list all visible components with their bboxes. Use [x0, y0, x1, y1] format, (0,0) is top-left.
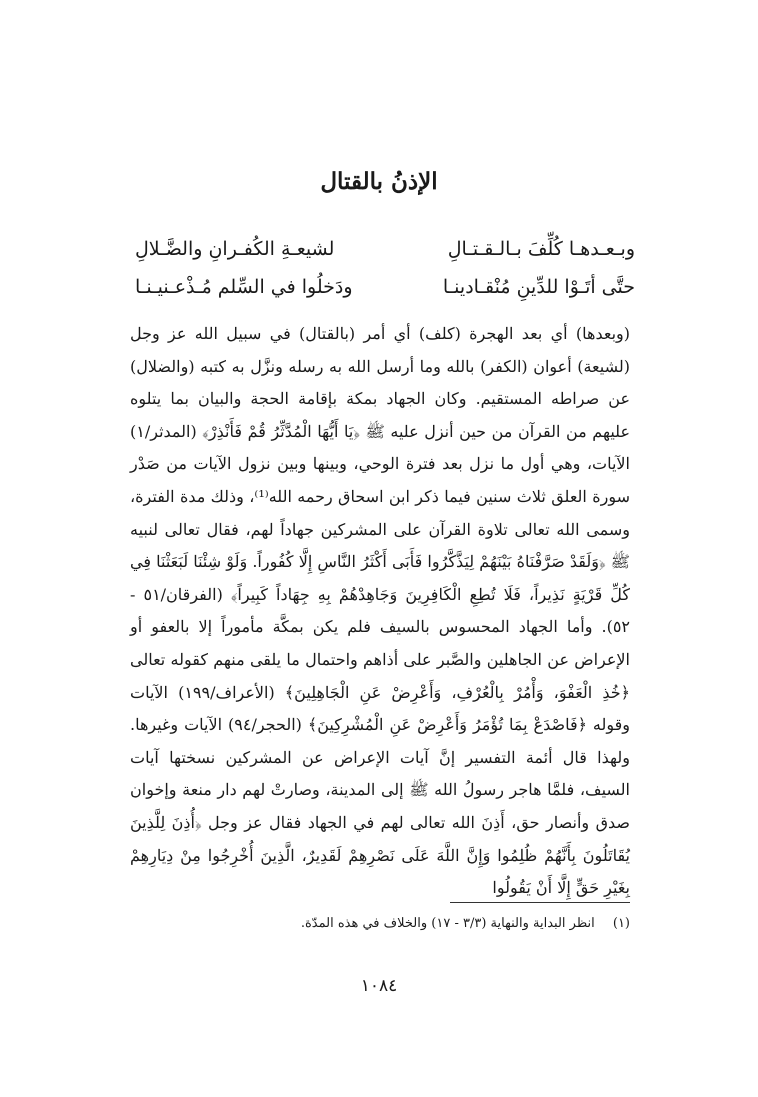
- verse-1-first-half: وبـعـدهـا كُلِّفَ بـالـقـتـالِ: [447, 238, 635, 260]
- verse-2-second-half: ودَخلُوا في السِّلم مُـذْعـنيـنـا: [135, 276, 353, 298]
- footnote-text: انظر البداية والنهاية (٣/٣ - ١٧) والخلاف في هذه المدّة.: [300, 916, 595, 931]
- footnote: [130, 916, 630, 931]
- commentary-paragraph: (وبعدها) أي بعد الهجرة (كلف) أي أمر (بالقتال) في سبيل الله عز وجل (لشيعة) أعوان (الكفر) بالله وما أرسل الله به رسله ونزَّل به كتبه (والضلال) عن صراطه المستقيم. وكان الجهاد بمكة بإقامة الحجة والبيان بما يتلوه عليهم من القرآن من حين أنزل عليه ﷺ ﴿يَا أَيُّهَا الْمُدَّثِّرُ قُمْ فَأَنْذِرْ﴾ (المدثر/١) الآيات، وهي أول ما نزل بعد فترة الوحي، وبينها وبين نزول الآيات من صَدْر سورة العلق ثلاث سنين فيما ذكر ابن اسحاق رحمه الله⁽¹⁾، وذلك مدة الفترة، وسمى الله تعالى تلاوة القرآن على المشركين جهاداً لهم، فقال تعالى لنبيه ﷺ ﴿وَلَقَدْ صَرَّفْنَاهُ بَيْنَهُمْ لِيَذَّكَّرُوا فَأَبَى أَكْثَرُ النَّاسِ إِلَّا كُفُوراً. وَلَوْ شِئْنَا لَبَعَثْنَا فِي كُلِّ قَرْيَةٍ نَذِيراً، فَلَا تُطِعِ الْكَافِرِينَ وَجَاهِدْهُمْ بِهِ جِهَاداً كَبِيراً﴾ (الفرقان/٥١ - ٥٢). وأما الجهاد المحسوس بالسيف فلم يكن بمكَّة مأموراً إلا بالعفو أو الإعراض عن الجاهلين والصَّبر على أذاهم واحتمال ما يلقى منهم كقوله تعالى ﴿خُذِ الْعَفْوَ، وَأْمُرْ بِالْعُرْفِ، وَأَعْرِضْ عَنِ الْجَاهِلِينَ﴾ (الأعراف/١٩٩) الآيات وقوله ﴿فَاصْدَعْ بِمَا تُؤْمَرُ وَأَعْرِضْ عَنِ الْمُشْرِكِينَ﴾ (الحجر/٩٤) الآيات وغيرها. ولهذا قال أئمة التفسير إنَّ آيات الإعراض عن المشركين نسختها آيات السيف، فلمَّا هاجر رسولُ الله ﷺ إلى المدينة، وصارتْ لهم دار منعة وإخوان صدق وأنصار حق، أَذِنَ الله تعالى لهم في الجهاد فقال عز وجل ﴿أُذِنَ لِلَّذِينَ يُقَاتَلُونَ بِأَنَّهُمْ ظُلِمُوا وَإِنَّ اللَّهَ عَلَى نَصْرِهِمْ لَقَدِيرٌ، الَّذِينَ أُخْرِجُوا مِنْ دِيَارِهِمْ بِغَيْرِ حَقٍّ إِلَّا أَنْ يَقُولُوا: [130, 324, 631, 898]
- verse-1-second-half: لشيعـةِ الكُفـرانِ والضَّـلالِ: [135, 238, 335, 260]
- poem-block: [135, 230, 635, 306]
- page-number: ١٠٨٤: [360, 976, 398, 996]
- verse-line-1: [135, 230, 635, 268]
- chapter-title: الإذنُ بالقتال: [320, 168, 438, 195]
- verse-line-2: [135, 268, 635, 306]
- footnote-number: (١): [612, 916, 630, 931]
- footnote-divider: [450, 902, 630, 903]
- verse-2-first-half: حتَّى أتَـوْا للدِّينِ مُنْقـادينـا: [442, 276, 635, 298]
